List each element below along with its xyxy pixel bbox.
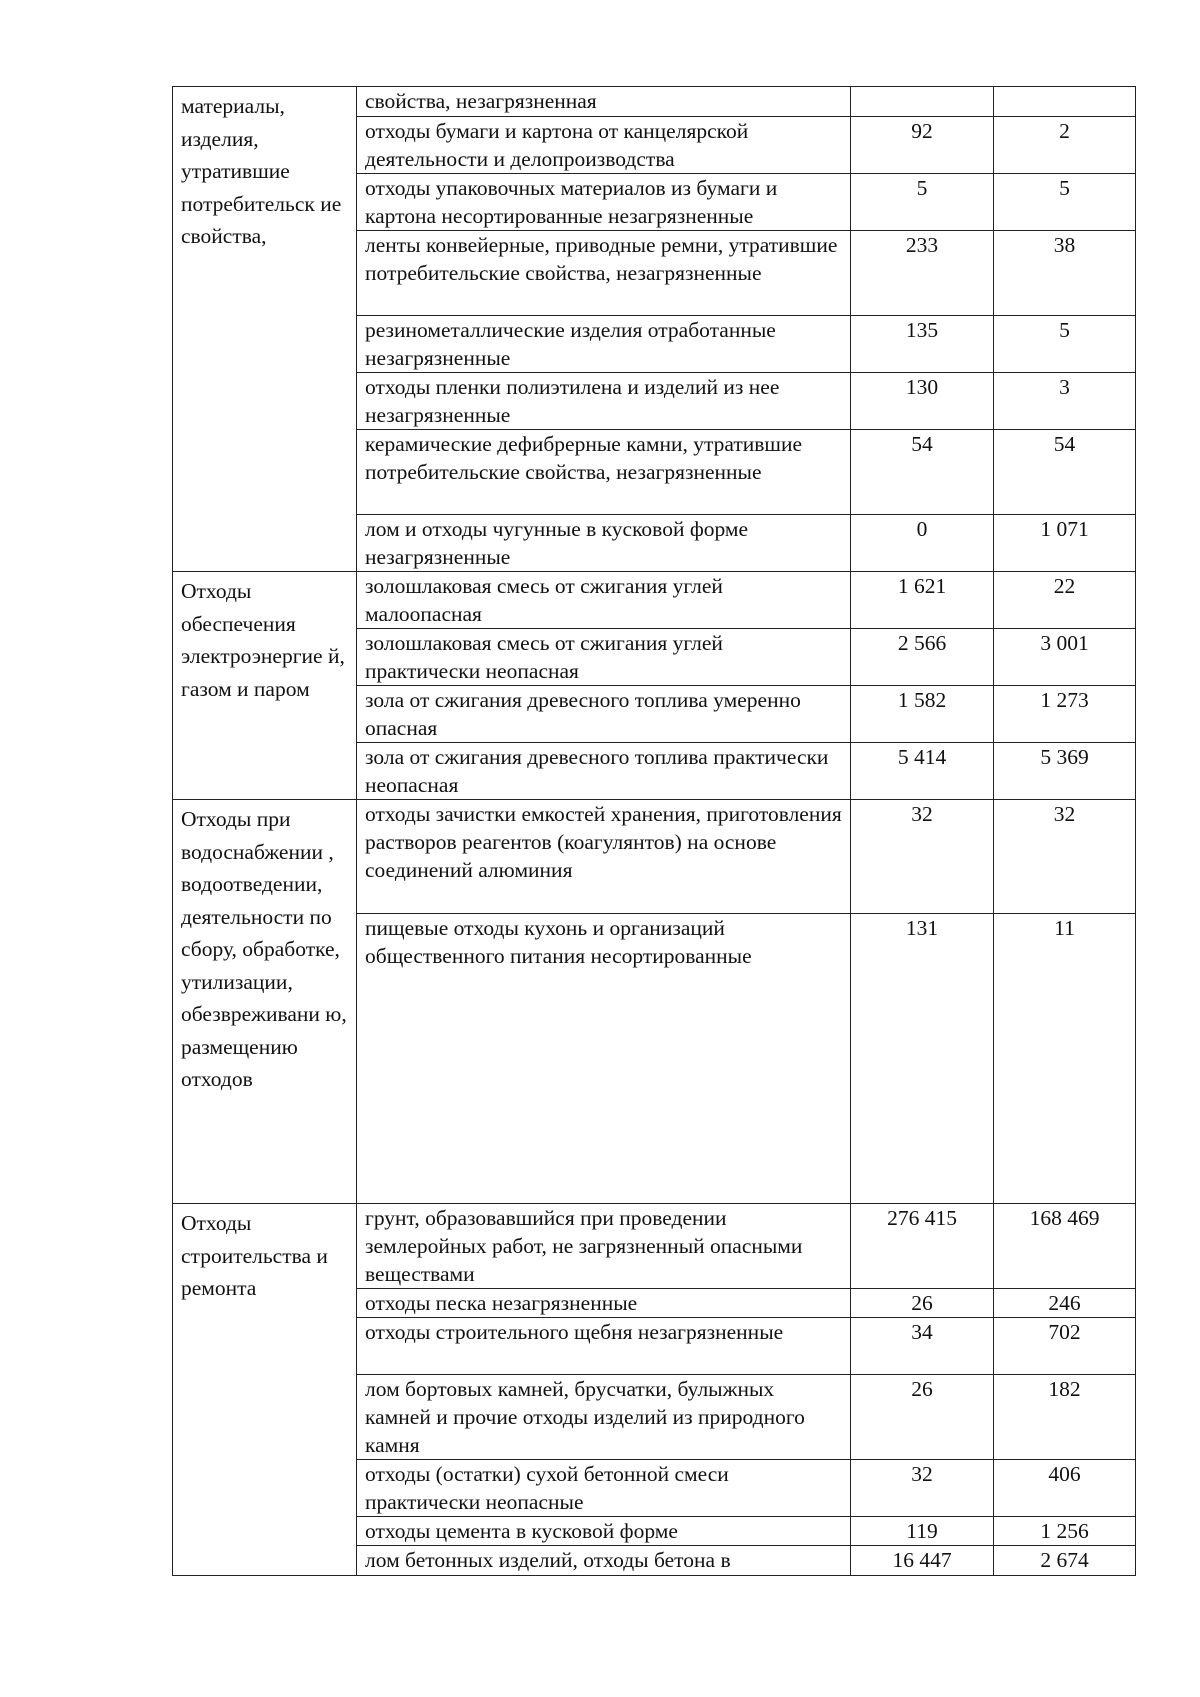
waste-name-cell: отходы зачистки емкостей хранения, приготовления растворов реагентов (коагулянтов) на основе соединений алюминия [357, 800, 851, 914]
value-cell-2: 5 369 [994, 743, 1136, 800]
value-cell-1: 119 [851, 1517, 994, 1546]
value-cell-2: 1 256 [994, 1517, 1136, 1546]
waste-name-cell: отходы песка незагрязненные [357, 1289, 851, 1318]
waste-name-cell: отходы цемента в кусковой форме [357, 1517, 851, 1546]
value-cell-2: 406 [994, 1460, 1136, 1517]
waste-name-cell: зола от сжигания древесного топлива практически неопасная [357, 743, 851, 800]
value-cell-1: 32 [851, 800, 994, 914]
value-cell-1: 5 [851, 174, 994, 231]
value-cell-2 [994, 87, 1136, 117]
value-cell-2: 3 001 [994, 629, 1136, 686]
value-cell-1: 16 447 [851, 1546, 994, 1576]
value-cell-2: 38 [994, 231, 1136, 316]
value-cell-2: 3 [994, 373, 1136, 430]
table-row [173, 572, 1136, 629]
waste-name-cell: ленты конвейерные, приводные ремни, утратившие потребительские свойства, незагрязненные [357, 231, 851, 316]
waste-name-cell: пищевые отходы кухонь и организаций общественного питания несортированные [357, 914, 851, 1204]
value-cell-2: 702 [994, 1318, 1136, 1375]
waste-name-cell: зола от сжигания древесного топлива умеренно опасная [357, 686, 851, 743]
waste-name-cell: лом бортовых камней, брусчатки, булыжных камней и прочие отходы изделий из природного камня [357, 1375, 851, 1460]
value-cell-1: 2 566 [851, 629, 994, 686]
table-row [173, 87, 1136, 117]
value-cell-1: 54 [851, 430, 994, 515]
waste-name-cell: отходы бумаги и картона от канцелярской деятельности и делопроизводства [357, 117, 851, 174]
waste-name-cell: отходы строительного щебня незагрязненные [357, 1318, 851, 1375]
value-cell-1: 130 [851, 373, 994, 430]
value-cell-1: 1 621 [851, 572, 994, 629]
value-cell-2: 2 674 [994, 1546, 1136, 1576]
value-cell-1: 34 [851, 1318, 994, 1375]
value-cell-2: 5 [994, 316, 1136, 373]
value-cell-1: 32 [851, 1460, 994, 1517]
value-cell-1: 1 582 [851, 686, 994, 743]
value-cell-1: 135 [851, 316, 994, 373]
waste-name-cell: грунт, образовавшийся при проведении землеройных работ, не загрязненный опасными веществами [357, 1204, 851, 1289]
category-cell: Отходы при водоснабжении , водоотведении, деятельности по сбору, обработке, утилизации, обезвреживани ю, размещению отходов [173, 800, 357, 1204]
value-cell-2: 2 [994, 117, 1136, 174]
waste-table-body [173, 87, 1136, 1576]
value-cell-2: 182 [994, 1375, 1136, 1460]
category-cell: Отходы обеспечения электроэнергие й, газом и паром [173, 572, 357, 800]
table-row [173, 800, 1136, 914]
value-cell-1: 92 [851, 117, 994, 174]
value-cell-1: 26 [851, 1289, 994, 1318]
value-cell-1: 276 415 [851, 1204, 994, 1289]
value-cell-1: 233 [851, 231, 994, 316]
value-cell-1 [851, 87, 994, 117]
value-cell-2: 32 [994, 800, 1136, 914]
value-cell-2: 5 [994, 174, 1136, 231]
waste-name-cell: золошлаковая смесь от сжигания углей практически неопасная [357, 629, 851, 686]
waste-name-cell: керамические дефибрерные камни, утратившие потребительские свойства, незагрязненные [357, 430, 851, 515]
value-cell-1: 5 414 [851, 743, 994, 800]
category-cell: материалы, изделия, утратившие потребительск ие свойства, [173, 87, 357, 572]
value-cell-2: 22 [994, 572, 1136, 629]
value-cell-2: 246 [994, 1289, 1136, 1318]
value-cell-2: 11 [994, 914, 1136, 1204]
value-cell-2: 1 273 [994, 686, 1136, 743]
waste-name-cell: отходы пленки полиэтилена и изделий из нее незагрязненные [357, 373, 851, 430]
value-cell-1: 26 [851, 1375, 994, 1460]
waste-name-cell: отходы (остатки) сухой бетонной смеси практически неопасные [357, 1460, 851, 1517]
waste-name-cell: отходы упаковочных материалов из бумаги и картона несортированные незагрязненные [357, 174, 851, 231]
waste-name-cell: резинометаллические изделия отработанные незагрязненные [357, 316, 851, 373]
value-cell-1: 131 [851, 914, 994, 1204]
waste-name-cell: свойства, незагрязненная [357, 87, 851, 117]
value-cell-1: 0 [851, 515, 994, 572]
value-cell-2: 54 [994, 430, 1136, 515]
table-row [173, 1204, 1136, 1289]
waste-name-cell: лом бетонных изделий, отходы бетона в [357, 1546, 851, 1576]
category-cell: Отходы строительства и ремонта [173, 1204, 357, 1576]
waste-name-cell: лом и отходы чугунные в кусковой форме незагрязненные [357, 515, 851, 572]
waste-name-cell: золошлаковая смесь от сжигания углей малоопасная [357, 572, 851, 629]
waste-table [172, 86, 1136, 1576]
value-cell-2: 168 469 [994, 1204, 1136, 1289]
value-cell-2: 1 071 [994, 515, 1136, 572]
